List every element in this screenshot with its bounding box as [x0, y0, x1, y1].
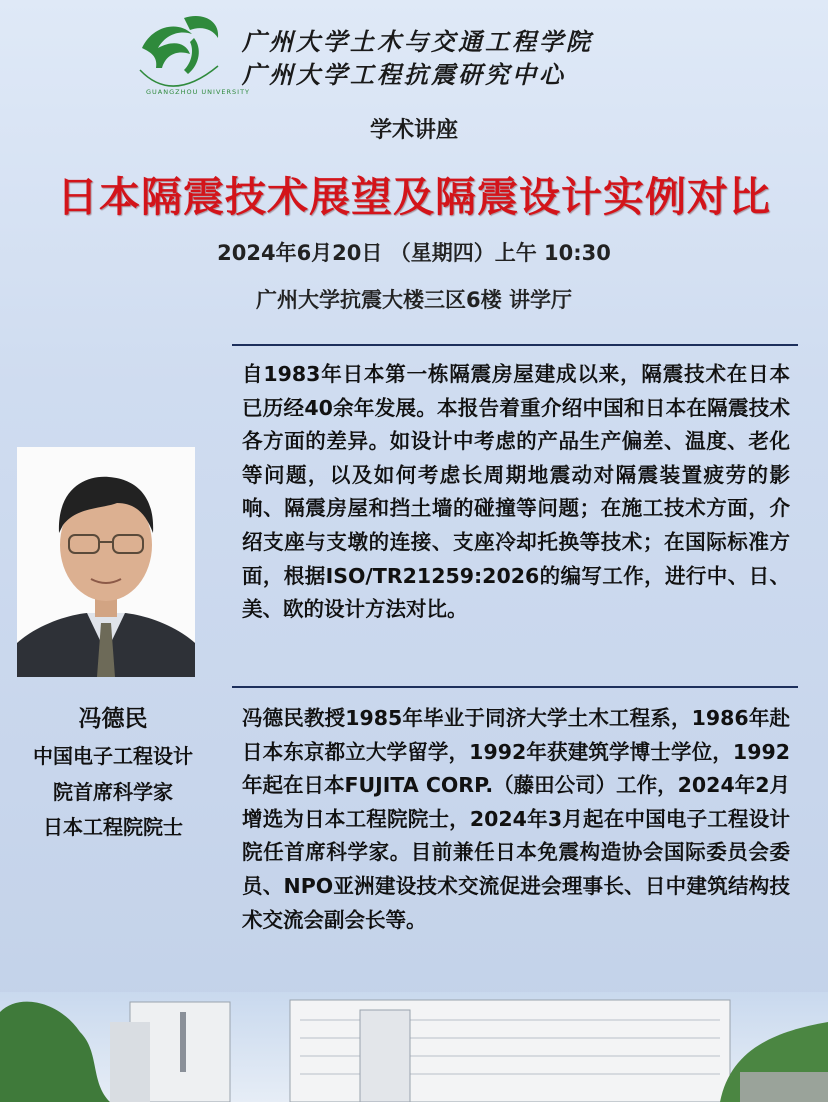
institution-line-1: 广州大学土木与交通工程学院 [242, 27, 593, 56]
lecture-datetime: 2024年6月20日 （星期四）上午 10:30 [217, 241, 611, 265]
lecture-venue: 广州大学抗震大楼三区6楼 讲学厅 [256, 288, 572, 312]
divider-top [232, 344, 798, 346]
speaker-title-line-3: 日本工程院院士 [43, 815, 183, 839]
abstract-text: 自1983年日本第一栋隔震房屋建成以来，隔震技术在日本已历经40余年发展。本报告着重介绍中国和日本在隔震技术各方面的差异。如设计中考虑的产品生产偏差、温度、老化等问题，以及如何考虑长周期地震动对隔震装置疲劳的影响、隔震房屋和挡土墙的碰撞等问题；在施工技术方面，介绍支座与支墩的连接、支座冷却托换等技术；在国际标准方面，根据ISO/TR21259:2026的编写工作，进行中、日、美、欧的设计方法对比。 [242, 362, 790, 622]
lecture-type: 学术讲座 [369, 118, 458, 143]
campus-main-building [290, 1000, 730, 1102]
speaker-title-line-1: 中国电子工程设计 [33, 744, 193, 768]
campus-building-photo [0, 992, 828, 1102]
logo-ring-arc [140, 66, 218, 86]
speaker-name: 冯德民 [78, 706, 148, 732]
lecture-title: 日本隔震技术展望及隔震设计实例对比 [57, 173, 771, 221]
logo-leaf-mark [142, 26, 192, 68]
speaker-title-line-2: 院首席科学家 [53, 780, 173, 804]
logo-ring-text: GUANGZHOU UNIVERSITY [146, 88, 251, 96]
speaker-bio: 冯德民教授1985年毕业于同济大学土木工程系，1986年赴日本东京都立大学留学，1992年获建筑学博士学位，1992年起在日本FUJITA CORP.（藤田公司）工作，2024年2月增选为日本工程院院士，2024年3月起在中国电子工程设计院任首席科学家。目前兼任日本免震构造协会国际委员会委员、NPO亚洲建设技术交流促进会理事长、日中建筑结构技术交流会副会长等。 [242, 706, 790, 932]
speaker-photo [17, 447, 195, 677]
university-logo [132, 8, 251, 100]
divider-middle [232, 686, 798, 688]
institution-line-2: 广州大学工程抗震研究中心 [242, 60, 566, 89]
